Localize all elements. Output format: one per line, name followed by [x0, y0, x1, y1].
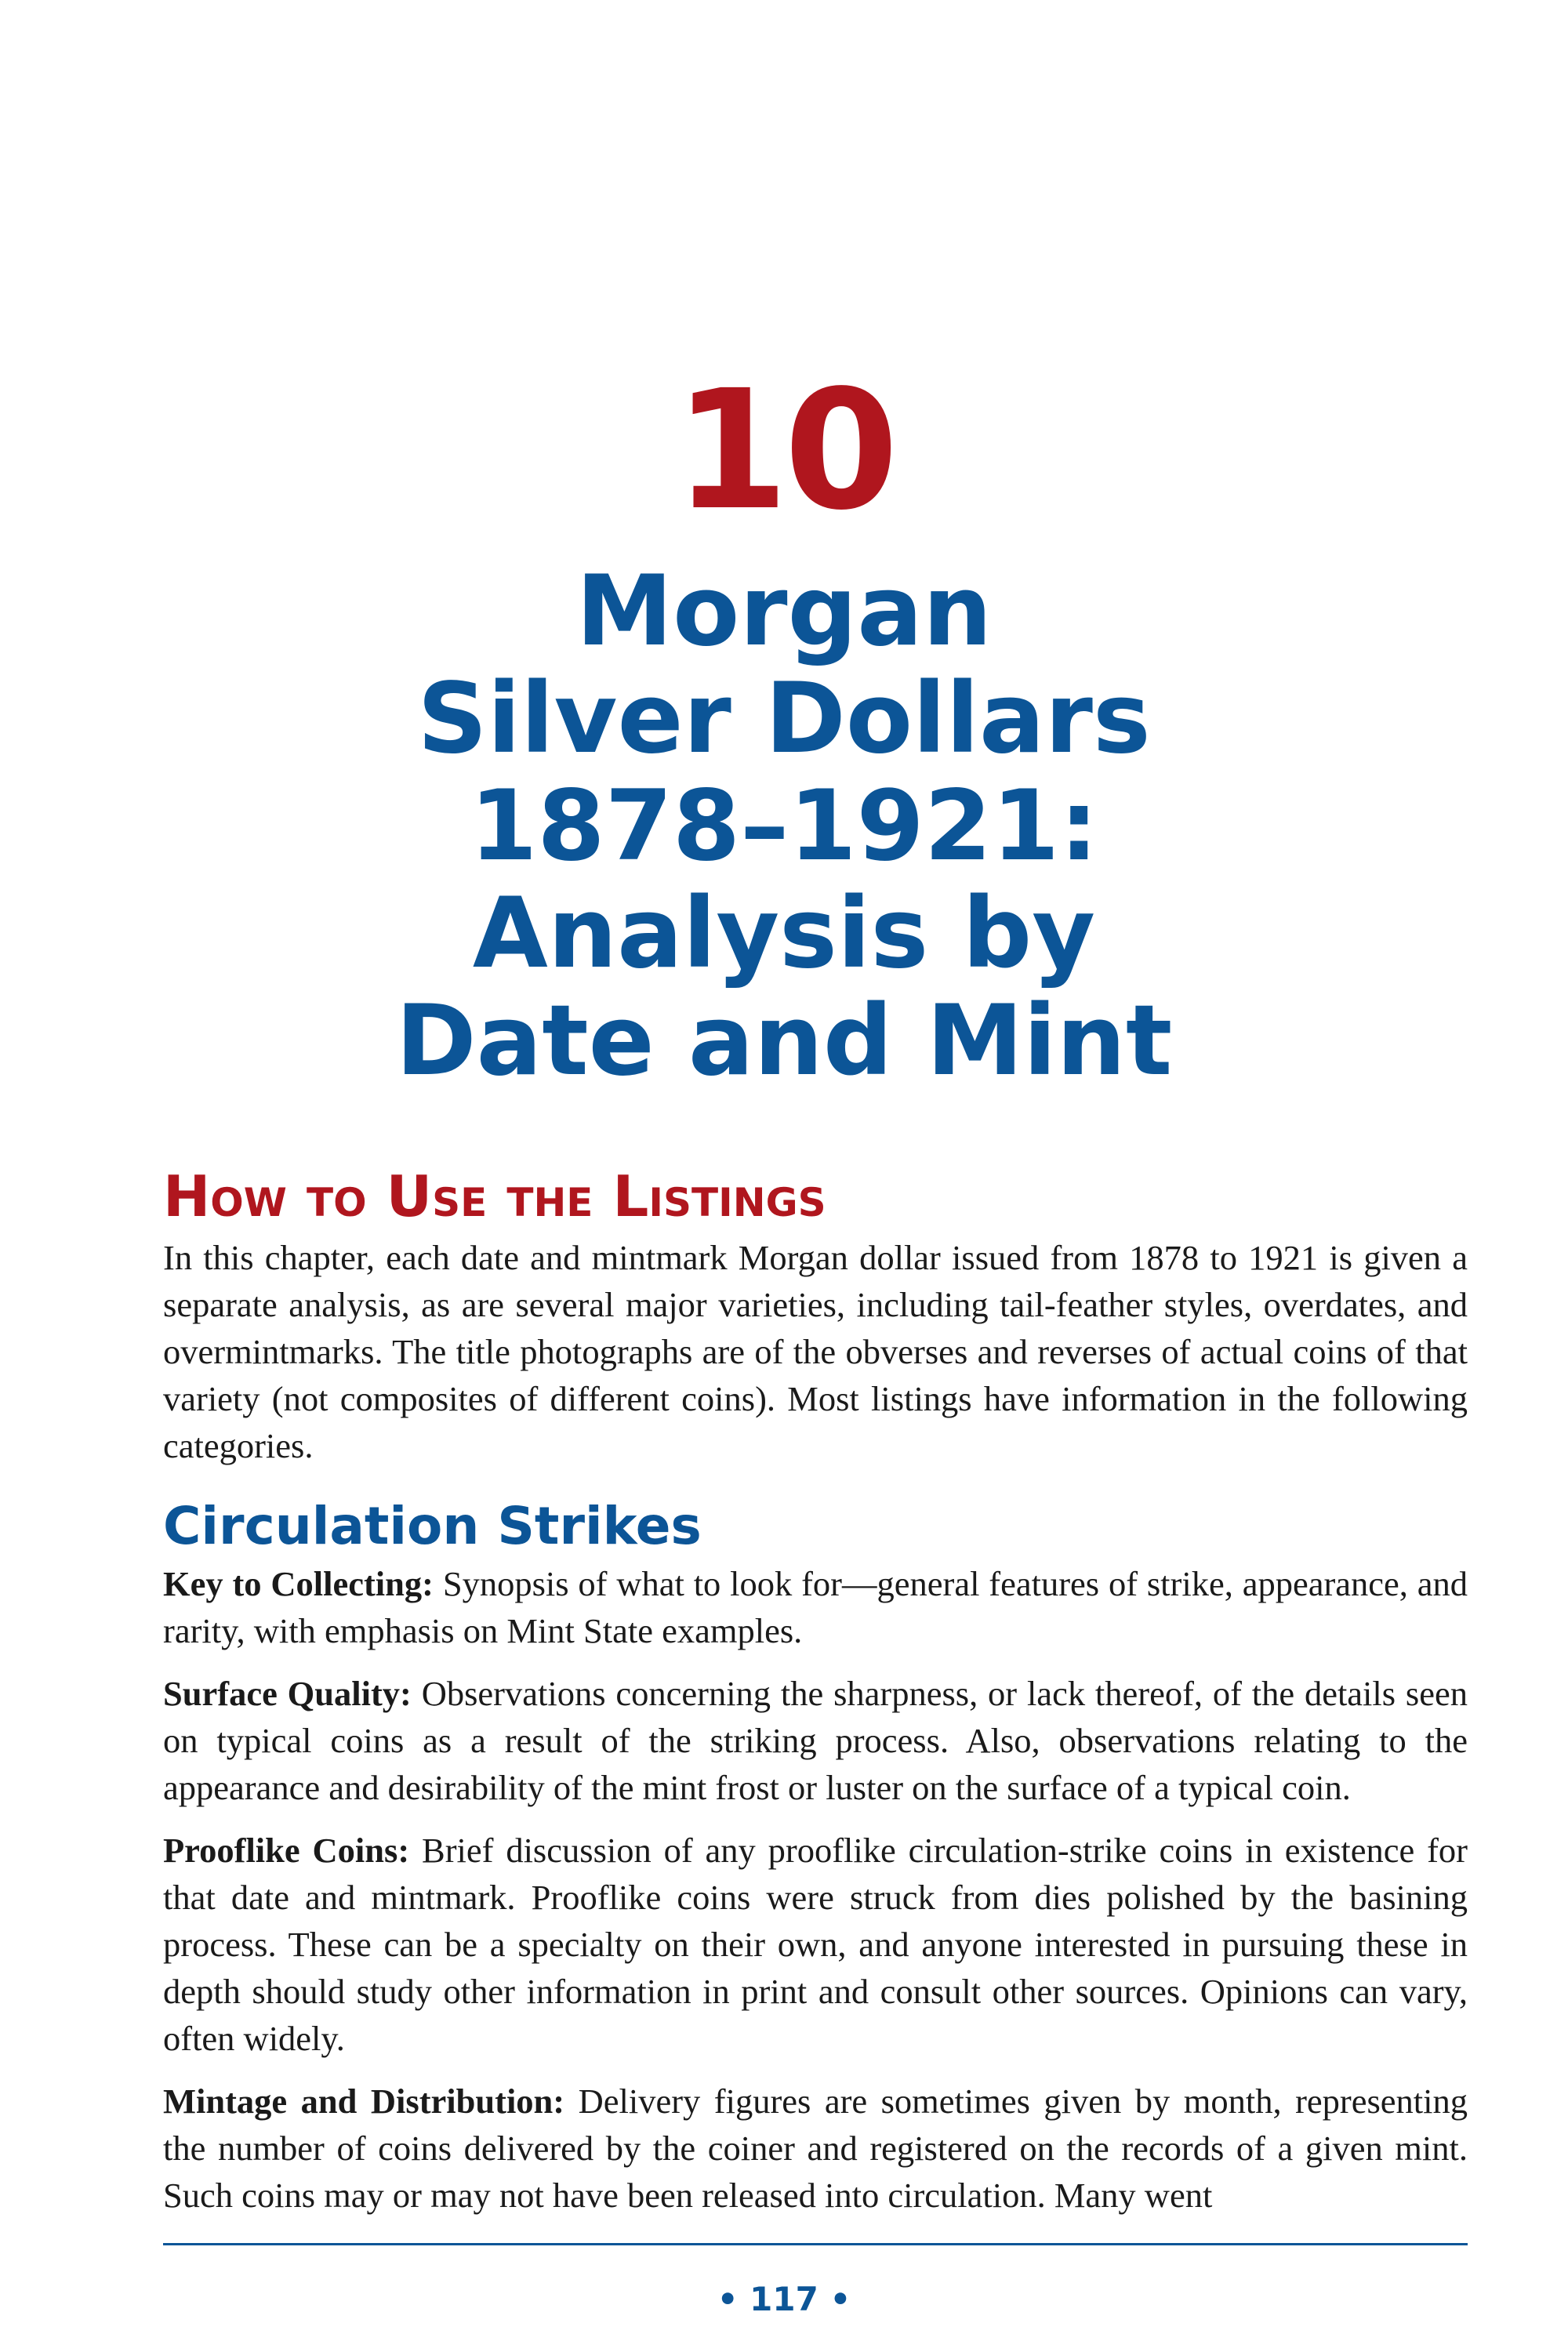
- definition-entry: [163, 1670, 1468, 1811]
- definition-entry: [163, 1560, 1468, 1654]
- definition-entry: [163, 2078, 1468, 2219]
- chapter-title-line: Morgan: [575, 555, 993, 668]
- body-content: [163, 1159, 1468, 2219]
- chapter-title-line: 1878–1921:: [470, 770, 1098, 883]
- definition-term: Surface Quality:: [163, 1674, 412, 1713]
- chapter-title-line: Silver Dollars: [417, 662, 1151, 775]
- definition-text: Observations concerning the sharpness, or lack thereof, of the details seen on typical coins as a result of the striking process. Also, observations relating to the appearance and desirability of the mint frost or luster on the surface of a typical coin.: [163, 1674, 1468, 1807]
- definition-term: Mintage and Distribution:: [163, 2082, 565, 2121]
- chapter-number: 10: [673, 354, 895, 546]
- definition-text: Delivery figures are sometimes given by month, representing the number of coins delivered by the coiner and registered on the records of a given mint. Such coins may or may not have been released into circulation. Many went: [163, 2082, 1468, 2215]
- page-number: • 117 •: [717, 2280, 851, 2318]
- definition-term: Prooflike Coins:: [163, 1831, 410, 1870]
- chapter-title-line: Analysis by: [472, 877, 1096, 990]
- definition-text: Synopsis of what to look for—general features of strike, appearance, and rarity, with emphasis on Mint State examples.: [163, 1564, 1468, 1650]
- definition-text: Brief discussion of any prooflike circulation-strike coins in existence for that date and mintmark. Prooflike coins were struck from dies polished by the basining process. These can be a specialty on their own, and anyone interested in pursuing these in depth should study other information in print and consult other sources. Opinions can vary, often widely.: [163, 1831, 1468, 2058]
- definition-term: Key to Collecting:: [163, 1564, 434, 1603]
- chapter-title: [0, 555, 1568, 1098]
- definition-entry: [163, 1827, 1468, 2062]
- definition-list: [163, 1560, 1468, 2219]
- intro-paragraph: In this chapter, each date and mintmark Morgan dollar issued from 1878 to 1921 is given a separate analysis, as are several major varieties, including tail-feather styles, overdates, and overmintmarks. The title photographs are of the obverses and reverses of actual coins of that variety (not composites of different coins). Most listings have information in the following categories.: [163, 1238, 1468, 1465]
- section-heading: How to Use the Listings: [163, 1163, 826, 1229]
- sub-heading: Circulation Strikes: [163, 1496, 702, 1556]
- footer-divider: [163, 2243, 1468, 2245]
- chapter-title-line: Date and Mint: [395, 985, 1173, 1098]
